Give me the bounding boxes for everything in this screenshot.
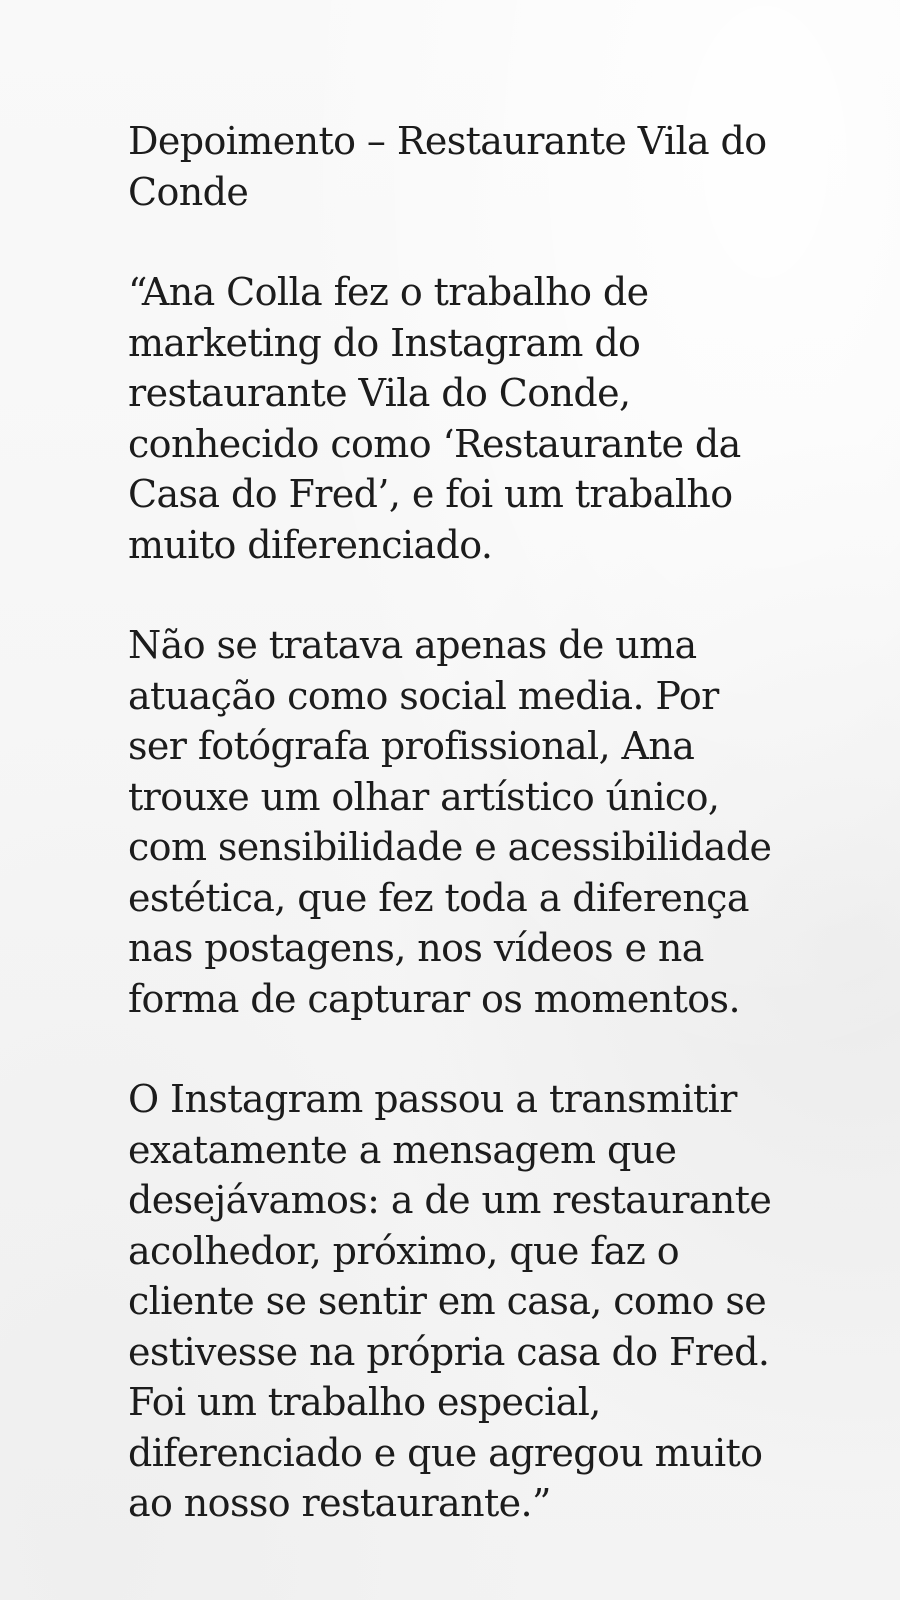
paragraph-2: Não se tratava apenas de uma atuação como social media. Por ser fotógrafa profissional, Ana trouxe um olhar artístico único, com sensibilidade e acessibilidade estética, que fez toda a diferença nas postagens, nos vídeos e na forma de capturar os momentos.	[128, 623, 772, 1021]
paragraph-1: “Ana Colla fez o trabalho de marketing do Instagram do restaurante Vila do Conde, conhecido como ‘Restaurante da Casa do Fred’, e foi um trabalho muito diferenciado.	[128, 270, 741, 567]
document-title: Depoimento – Restaurante Vila do Conde	[128, 119, 767, 214]
paragraph-3: O Instagram passou a transmitir exatamente a mensagem que desejávamos: a de um restaurante acolhedor, próximo, que faz o cliente se sentir em casa, como se estivesse na própria casa do Fred. Foi um trabalho especial, diferenciado e que agregou muito ao nosso restaurante.”	[128, 1077, 772, 1525]
testimonial-text	[128, 116, 788, 1529]
